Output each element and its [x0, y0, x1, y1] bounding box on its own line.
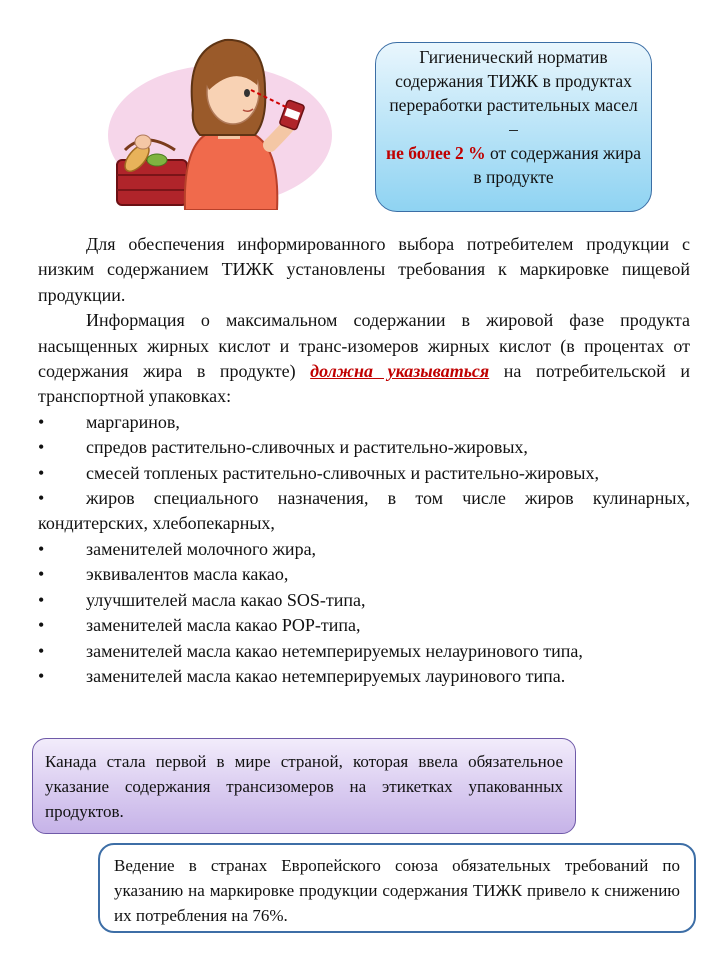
woman-reading-label-illustration: [105, 10, 335, 210]
list-item: • смесей топленых растительно-сливочных и растительно-жировых,: [38, 461, 690, 486]
canada-callout-box: [32, 738, 576, 834]
bullet-icon: •: [38, 411, 45, 432]
norm-text-start: Гигиенический норматив содержания ТИЖК в продуктах переработки растительных масел –: [389, 47, 638, 139]
paragraph-labeling: Для обеспечения информированного выбора потребителем продукции с низким содержанием ТИЖК установлены требования к маркировке пищевой продукции.: [38, 234, 690, 305]
paragraph-information-start: Информация о максимальном содержании в жировой фазе продукта насыщенных жирных кислот и транс-изомеров жирных кислот (в процентах от содержания жира в продукте): [38, 310, 690, 382]
norm-highlight: не более 2 %: [386, 143, 486, 163]
bullet-icon: •: [38, 488, 45, 509]
hygienic-norm-box: [375, 42, 652, 212]
bullet-icon: •: [38, 665, 45, 686]
list-item: • заменителей масла какао POP-типа,: [38, 613, 690, 638]
bullet-icon: •: [38, 615, 45, 636]
product-list: [38, 410, 690, 689]
bullet-icon: •: [38, 462, 45, 483]
list-item: • маргаринов,: [38, 410, 690, 435]
canada-callout-text: Канада стала первой в мире страной, которая ввела обязательное указание содержания трансизомеров на этикетках упакованных продуктов.: [45, 752, 563, 821]
list-item: • улучшителей масла какао SOS-типа,: [38, 588, 690, 613]
list-item: • заменителей молочного жира,: [38, 537, 690, 562]
must-be-indicated-emphasis: должна указываться: [310, 361, 490, 382]
eu-callout-text: Ведение в странах Европейского союза обязательных требований по указанию на маркировке продукции содержания ТИЖК привело к снижению их потребления на 76%.: [114, 856, 680, 925]
list-item: • эквивалентов масла какао,: [38, 562, 690, 587]
bullet-icon: •: [38, 538, 45, 559]
bullet-icon: •: [38, 640, 45, 661]
list-item: • спредов растительно-сливочных и растительно-жировых,: [38, 435, 690, 460]
eu-callout-box: [98, 843, 696, 933]
list-item: • заменителей масла какао нетемперируемых нелауринового типа,: [38, 639, 690, 664]
paragraph-information: [38, 308, 690, 410]
paragraph-information-end: на потребительской и транспортной упаковках:: [38, 361, 690, 407]
bullet-icon: •: [38, 564, 45, 585]
norm-text-end: от содержания жира в продукте: [473, 143, 641, 187]
list-item: • жиров специального назначения, в том числе жиров кулинарных, кондитерских, хлебопекарных,: [38, 488, 690, 534]
bullet-icon: •: [38, 437, 45, 458]
main-text: [38, 232, 690, 689]
list-item: • заменителей масла какао нетемперируемых лауринового типа.: [38, 664, 690, 689]
bullet-icon: •: [38, 589, 45, 610]
